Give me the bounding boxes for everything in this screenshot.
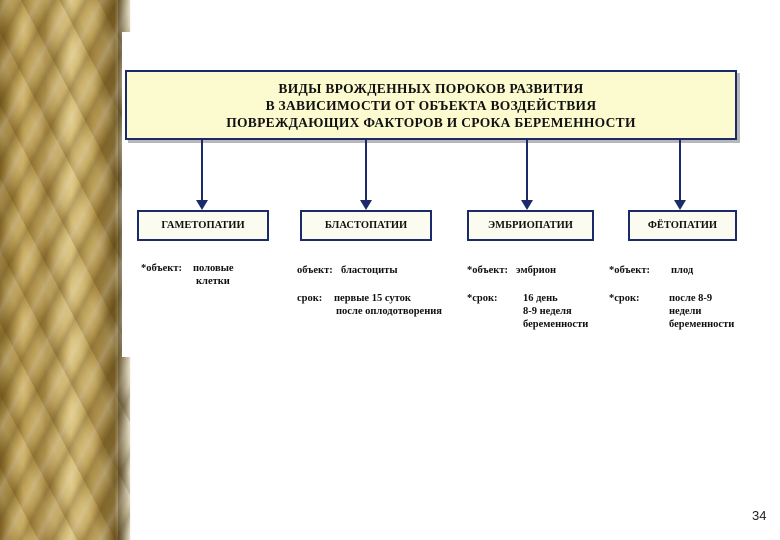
fetopathies-term-label: *срок:	[609, 293, 640, 304]
embryopathies-term-value-2: 8-9 неделя	[523, 306, 572, 317]
category-box-gametopathies: ГАМЕТОПАТИИ	[137, 210, 269, 241]
embryopathies-object-value: эмбрион	[516, 265, 557, 276]
blastopathies-term-value-2: после оплодотворения	[336, 306, 442, 317]
title-line-3: ПОВРЕЖДАЮЩИХ ФАКТОРОВ И СРОКА БЕРЕМЕННОСТИ	[226, 114, 636, 130]
category-box-fetopathies: ФЁТОПАТИИ	[628, 210, 737, 241]
blastopathies-term-label: срок:	[297, 293, 323, 304]
title-line-1: ВИДЫ ВРОЖДЕННЫХ ПОРОКОВ РАЗВИТИЯ	[278, 80, 584, 96]
arrow-embryopathies	[526, 140, 528, 208]
category-box-blastopathies: БЛАСТОПАТИИ	[300, 210, 432, 241]
gametopathies-object-value-2: клетки	[196, 276, 230, 287]
page-number: 34	[752, 508, 767, 523]
fetopathies-object-label: *объект:	[609, 265, 650, 276]
embryopathies-term-value-1: 16 день	[523, 293, 558, 304]
embryopathies-term-value-3: беременности	[523, 319, 589, 330]
arrow-blastopathies	[365, 140, 367, 208]
gametopathies-object-label: *объект:	[141, 263, 182, 274]
title-line-2: В ЗАВИСИМОСТИ ОТ ОБЪЕКТА ВОЗДЕЙСТВИЯ	[265, 97, 597, 113]
embryopathies-term-label: *срок:	[467, 293, 498, 304]
blastopathies-object-label: объект:	[297, 265, 333, 276]
fetopathies-object-value: плод	[671, 265, 694, 276]
diagram-title-box	[125, 70, 737, 140]
category-box-embryopathies: ЭМБРИОПАТИИ	[467, 210, 594, 241]
arrow-fetopathies	[679, 140, 681, 208]
embryopathies-object-label: *объект:	[467, 265, 508, 276]
marble-decoration	[0, 0, 130, 540]
fetopathies-term-value-1: после 8-9	[669, 293, 713, 304]
gametopathies-object-value-1: половые	[193, 263, 234, 274]
fetopathies-term-value-2: недели	[669, 306, 702, 317]
blastopathies-term-value-1: первые 15 суток	[334, 293, 411, 304]
fetopathies-term-value-3: беременности	[669, 319, 735, 330]
blastopathies-object-value: бластоциты	[341, 265, 398, 276]
arrow-gametopathies	[201, 140, 203, 208]
